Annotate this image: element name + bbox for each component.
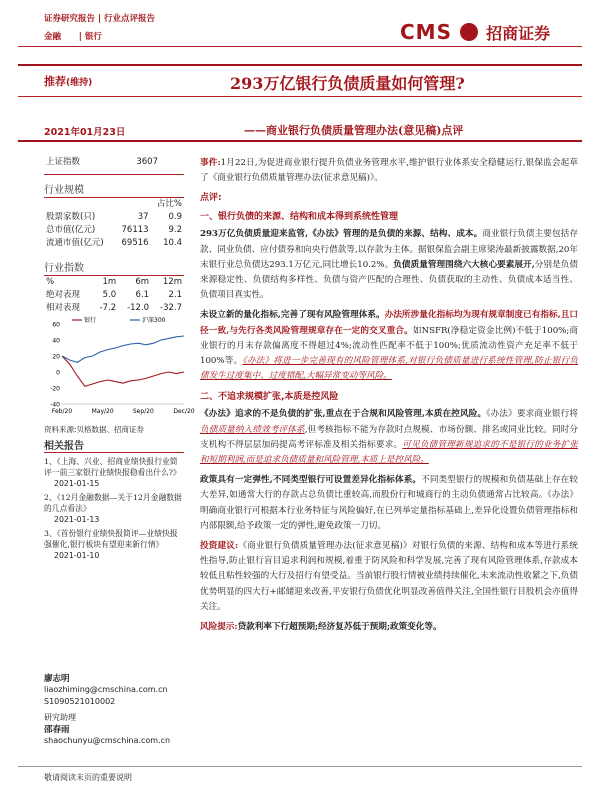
x-tick-label: May/20 bbox=[91, 408, 114, 415]
related-reports bbox=[44, 456, 184, 564]
y-tick-label: -40 bbox=[50, 401, 60, 409]
analyst1-id: S1090521010002 bbox=[44, 697, 116, 706]
analyst1-email[interactable]: liaozhiming@cmschina.com.cn bbox=[44, 685, 168, 694]
main-body bbox=[200, 156, 578, 635]
event-paragraph: 事件:1月22日,为促进商业银行提升负债业务管理水平,维护银行业体系安全稳健运行,银保监会起草了《商业银行负债质量管理办法(征求意见稿)》。 bbox=[200, 158, 578, 184]
paragraph-2: 未设立新的量化指标,完善了现有风险管理体系。办法所涉量化指标均为现有规章制度已有指标,且口径一致,与先行各类风险管理规章存在一定的交叉重合。如NSFR(净稳定资金比例)不低于100%;商业银行的月末存款偏离度不得超过4%;流动性匹配率不低于100%;优质流动性资产充足率不低于100%等。《办法》将进一步完善现有的风险管理体系,对银行负债质量进行系统性管理,防止银行负债发生过度集中、过度错配,大幅异常变动等风险。 bbox=[200, 310, 578, 382]
y-tick-label: -20 bbox=[50, 385, 60, 393]
scale-row: 流通市值(亿元) 69516 10.4 bbox=[46, 238, 182, 248]
assistant-title: 研究助理 bbox=[44, 713, 76, 722]
investment-advice: 投资建议:《商业银行负债质量管理办法(征求意见稿)》对银行负债的来源、结构和成本等进行系统性指导,防止银行盲目追求利润和规模,着重于防风险和科学发展,完善了现有风险管理体系,存款成本较低且粘性较强的大行及招行有望受益。当前银行股行情被业绩持续催化,未来流动性收紧之下,负债优势明显的四大行+邮储迎来改善,平安银行负债优化明显改善值得关注,全国性银行目股机会亦值得关注。 bbox=[200, 541, 578, 612]
index-value: 3607 bbox=[136, 157, 158, 167]
related-report-item[interactable]: 1、《上海、兴业、招商业绩快报行业简评一前三家银行业绩快报稳看出什么?》 2021-01-15 bbox=[44, 457, 181, 488]
related-title: 相关报告 bbox=[44, 441, 84, 452]
perf-table: % 1m 6m 12m 绝对表现 5.0 6.1 2.1 相对表现 -7.2 -12.0 -32.7 bbox=[46, 277, 182, 313]
page-title: 293万亿银行负债质量如何管理? bbox=[230, 74, 465, 93]
header-report-type: 证券研究报告 | 行业点评报告 bbox=[44, 14, 156, 24]
x-tick-label: Dec/20 bbox=[173, 408, 195, 415]
scale-row: 总市值(亿元) 76113 9.2 bbox=[46, 225, 182, 235]
x-tick-label: Sep/20 bbox=[132, 408, 154, 415]
y-tick-label: 60 bbox=[52, 321, 60, 329]
paragraph-3: 《办法》追求的不是负债的扩张,重点在于合规和风险管理,本质在控风险。《办法》要求商业银行将负债质量纳入绩效考评体系,但考核指标不能为存款时点规模、市场份额、排名或同业比较。同时分支机构不得层层加码提高考评标准及相关指标要求。可见负债管理新规追求的不是银行的业务扩张和短期利润,而是追求负债质量和风险管理,本质上是控风险。 bbox=[200, 409, 578, 466]
index-title: 行业指数 bbox=[44, 263, 84, 274]
footer-note: 敬请阅读末页的重要说明 bbox=[44, 773, 132, 782]
paragraph-1: 293万亿负债质量迎来监管,《办法》管理的是负债的来源、结构、成本。商业银行负债主要包括存款、同业负债、应付债券和向央行借款等,以存款为主体。据银保监会副主席梁涛最新披露数据,20年末银行业总负债达293.1万亿元,同比增长10.2%。负债质量管理围绕六大核心要素展开,分别是负债来源稳定性、负债结构多样性、负债与资产匹配的合理性、负债获取的主动性、负债成本适当性、负债项目真实性。 bbox=[200, 229, 578, 301]
section1-title: 一、银行负债的来源、结构和成本得到系统性管理 bbox=[200, 212, 399, 223]
legend-label: 沪深300 bbox=[142, 317, 166, 324]
chart-source: 资料来源:贝格数据、招商证券 bbox=[44, 425, 145, 434]
comment-label: 点评: bbox=[200, 193, 222, 204]
legend-label: 银行 bbox=[84, 317, 97, 324]
subtitle: ——商业银行负债质量管理办法(意见稿)点评 bbox=[244, 124, 464, 137]
index-label: 上证指数 bbox=[46, 157, 81, 167]
related-report-item[interactable]: 2、《12月金融数据—关于12月金融数据的几点看法》 2021-01-13 bbox=[44, 493, 182, 524]
analyst1-name: 廖志明 bbox=[44, 674, 70, 684]
risk-warning: 风险提示:贷款利率下行超预期;经济复苏低于预期;政策变化等。 bbox=[200, 622, 442, 633]
perf-row: 绝对表现 5.0 6.1 2.1 bbox=[46, 290, 182, 300]
index-row bbox=[44, 156, 184, 169]
company-logo: CMS 招商证券 bbox=[400, 20, 551, 44]
rating: 推荐(维持) bbox=[44, 75, 93, 88]
header-sector: 金融 | 银行 bbox=[44, 32, 102, 42]
scale-table: 占比% 股票家数(只) 37 0.9 总市值(亿元) 76113 9.2 流通市值(亿元) 69516 10.4 bbox=[46, 199, 182, 248]
y-tick-label: 40 bbox=[52, 337, 60, 345]
paragraph-4: 政策具有一定弹性,不同类型银行可设置差异化指标体系。不同类型银行的规模和负债基础上存在较大差异,如通常大行的存款占总负债比重较高,而股份行和城商行的主动负债通常占比较高。《办法》明确商业银行可根据本行业务特征与风险偏好,在已列举定量指标基础上,差异化设置负债管理指标和内部限额,给予政策一定的弹性,避免政策一刀切。 bbox=[200, 475, 578, 531]
analyst2-name: 邵春雨 bbox=[44, 725, 70, 735]
y-tick-label: 20 bbox=[52, 353, 60, 361]
analyst2-email[interactable]: shaochunyu@cmschina.com.cn bbox=[44, 736, 171, 745]
series-line bbox=[62, 336, 184, 362]
y-tick-label: 0 bbox=[56, 369, 60, 377]
performance-chart bbox=[44, 316, 195, 421]
related-report-item[interactable]: 3、《首份银行业绩快报简评—业绩快报强催化,银行板块有望迎来新行情》 2021-01-10 bbox=[44, 529, 178, 560]
report-date: 2021年01月23日 bbox=[44, 127, 126, 138]
scale-title: 行业规模 bbox=[44, 185, 84, 196]
perf-row: 相对表现 -7.2 -12.0 -32.7 bbox=[46, 303, 182, 313]
logo-emblem-icon bbox=[460, 23, 478, 41]
scale-row: 股票家数(只) 37 0.9 bbox=[46, 212, 182, 222]
section2-title: 二、不追求规模扩张,本质是控风险 bbox=[200, 392, 339, 403]
x-tick-label: Feb/20 bbox=[51, 408, 73, 415]
